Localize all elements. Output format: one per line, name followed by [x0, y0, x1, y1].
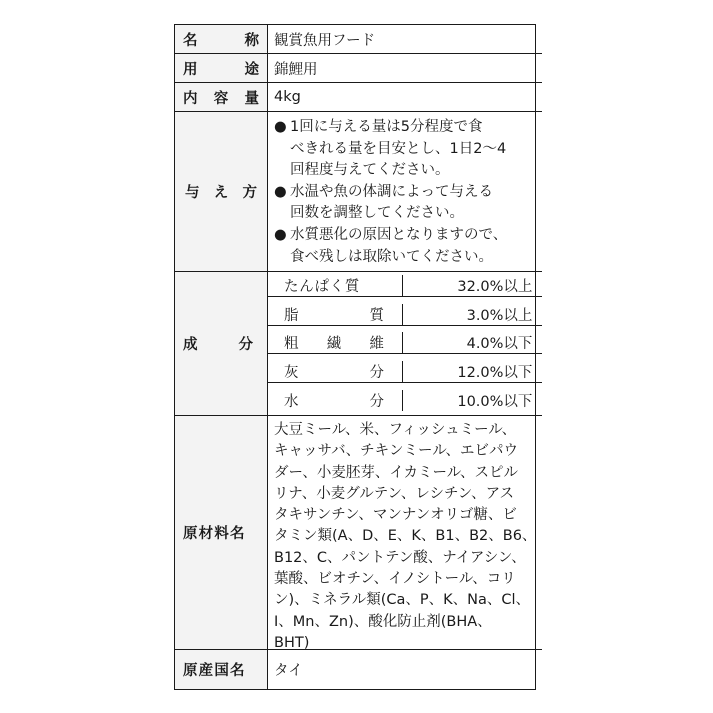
feeding-line: 回程度与えてください。	[290, 162, 450, 179]
value-origin: タイ	[274, 663, 303, 679]
value-name: 観賞魚用フード	[268, 25, 542, 54]
label-ingredients	[175, 416, 268, 650]
nutrient-name-char: 灰	[284, 365, 299, 382]
label-feeding-char-2: え	[213, 185, 229, 201]
ingredients-line: BHT)	[274, 634, 310, 651]
feeding-bullet-2	[274, 182, 536, 225]
label-composition	[175, 272, 268, 416]
nutrient-value-fat: 3.0%以上	[403, 304, 542, 326]
label-feeding-char-1: 与	[185, 185, 200, 201]
nutrient-name-text: たんぱく質	[284, 279, 361, 296]
value-feeding	[268, 112, 542, 272]
nutrient-name-moisture	[268, 390, 403, 411]
nutrient-name-char: 水	[284, 394, 299, 411]
bullet-mark: ●	[274, 183, 287, 200]
nutrient-name-ash	[268, 361, 403, 383]
nutrient-name-char: 繊	[326, 336, 342, 353]
feeding-line: 水温や魚の体調によって与える	[290, 183, 493, 200]
label-origin	[175, 650, 268, 689]
label-usage-char-2: 途	[244, 61, 259, 78]
ingredients-line: キャッサバ、チキンミール、エビパウ	[274, 443, 519, 460]
nutrient-name-char: 分	[369, 394, 384, 411]
label-origin-text: 原産国名	[183, 663, 246, 679]
value-usage: 錦鯉用	[268, 54, 542, 83]
nutrient-name-char: 質	[369, 307, 384, 324]
label-feeding-char-3: 方	[242, 185, 257, 201]
label-feeding	[175, 112, 268, 272]
nutrient-value-ash: 12.0%以下	[403, 361, 542, 383]
bullet-mark: ●	[274, 226, 287, 243]
label-name-char-2: 称	[244, 32, 259, 49]
label-name-char-1: 名	[183, 32, 198, 49]
feeding-line: 1回に与える量は5分程度で食	[290, 119, 483, 135]
ingredients-line: リナ、小麦グルテン、レシチン、アス	[274, 485, 515, 502]
nutrient-value-protein: 32.0%以上	[403, 275, 542, 297]
label-composition-char-1: 成	[183, 337, 198, 353]
nutrient-name-char: 粗	[284, 336, 299, 353]
feeding-bullet-1	[274, 117, 536, 182]
ingredients-line: I、Mn、Zn)、酸化防止剤(BHA、	[274, 613, 492, 630]
label-content	[175, 83, 268, 112]
feeding-line: 回数を調整してください。	[290, 205, 464, 222]
ingredients-line: タミン類(A、D、E、K、B1、B2、B6、	[274, 528, 537, 545]
label-content-char-3: 量	[244, 90, 259, 107]
bullet-mark: ●	[274, 119, 287, 135]
nutrient-value-fiber: 4.0%以下	[403, 332, 542, 354]
nutrient-name-protein	[268, 275, 403, 297]
nutrient-name-char: 脂	[284, 307, 299, 324]
ingredients-line: タキサンチン、マンナンオリゴ糖、ビ	[274, 507, 517, 524]
nutrient-name-char: 分	[369, 365, 384, 382]
nutrient-name-fiber	[268, 332, 403, 354]
feeding-line: 食べ残しは取除いてください。	[290, 248, 493, 265]
label-usage-char-1: 用	[183, 61, 198, 78]
label-content-char-1: 内	[183, 90, 198, 107]
nutrient-value-moisture: 10.0%以下	[457, 394, 533, 411]
nutrient-name-fat	[268, 304, 403, 326]
feeding-line: べきれる量を目安とし、1日2〜4	[290, 140, 507, 157]
feeding-bullet-3	[274, 225, 536, 268]
label-ingredients-text: 原材料名	[183, 526, 246, 542]
label-usage	[175, 54, 268, 83]
feeding-line: 水質悪化の原因となりますので、	[290, 226, 508, 243]
nutrient-name-char: 維	[369, 336, 384, 353]
ingredients-line: B12、C、パントテン酸、ナイアシン、	[274, 549, 526, 566]
label-content-char-2: 容	[213, 90, 229, 107]
ingredients-line: 葉酸、ビオチン、イノシトール、コリ	[274, 571, 516, 588]
value-content: 4kg	[268, 83, 542, 112]
value-ingredients	[268, 416, 542, 650]
ingredients-line: ン)、ミネラル類(Ca、P、K、Na、Cl、	[274, 592, 531, 609]
label-name	[175, 25, 268, 54]
product-spec-table	[174, 24, 536, 690]
composition-table	[268, 272, 542, 416]
ingredients-line: ダー、小麦胚芽、イカミール、スピル	[274, 464, 519, 481]
label-composition-char-2: 分	[238, 337, 253, 353]
ingredients-line: 大豆ミール、米、フィッシュミール、	[274, 422, 517, 438]
